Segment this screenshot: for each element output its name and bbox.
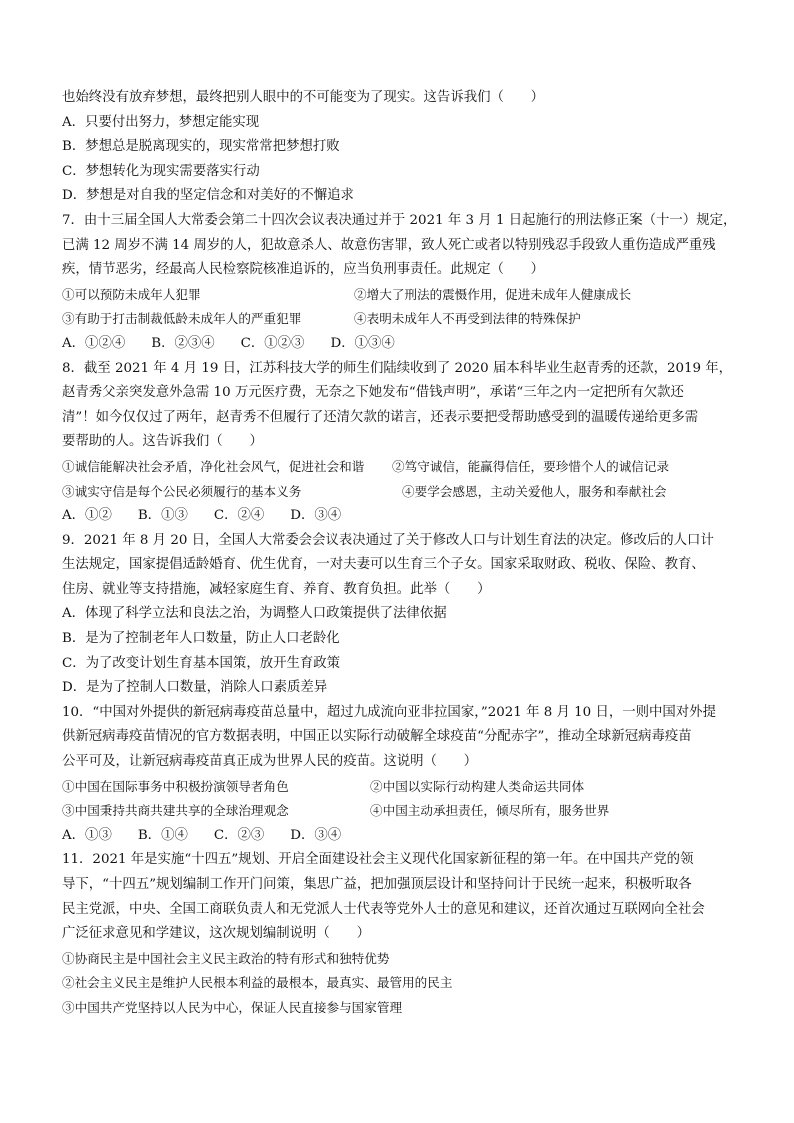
question-8-option-1: ①诚信能解决社会矛盾，净化社会风气，促进社会和谐 bbox=[62, 458, 365, 474]
question-6-choice-a: A．只要付出努力，梦想定能实现 bbox=[62, 114, 260, 130]
question-8-answer-b: B．①③ bbox=[137, 508, 188, 524]
question-8-stem-line: 赵青秀父亲突发意外急需 10 万元医疗费，无奈之下她发布“借钱声明”，承诺“三年之内一定把所有欠款还 bbox=[62, 385, 684, 401]
question-7-option-1: ①可以预防未成年人犯罪 bbox=[62, 286, 201, 302]
question-9-stem-line: 住房、就业等支持措施，减轻家庭生育、养育、教育负担。此举（ ） bbox=[62, 581, 491, 597]
question-6-choice-c: C．梦想转化为现实需要落实行动 bbox=[62, 163, 260, 179]
question-10-stem-line: 10．“中国对外提供的新冠病毒疫苗总量中，超过九成流向亚非拉国家，”2021 年 8 月 10 日，一则中国对外提 bbox=[62, 704, 716, 720]
question-8-options-row bbox=[62, 480, 742, 505]
question-11-stem-line: 广泛征求意见和学建议，这次规划编制说明（ ） bbox=[62, 926, 370, 942]
question-8-stem-line: 要帮助的人。这告诉我们（ ） bbox=[62, 434, 263, 450]
question-11-item-1: ①协商民主是中国社会主义民主政治的特有形式和独特优势 bbox=[62, 950, 390, 966]
question-9-choice-a: A．体现了科学立法和良法之治，为调整人口政策提供了法律依据 bbox=[62, 606, 447, 622]
question-7-answer-d: D．①③④ bbox=[330, 335, 395, 351]
question-7-answer-c: C．①②③ bbox=[240, 335, 305, 351]
question-6-stem-end: 也始终没有放弃梦想，最终把别人眼中的不可能变为了现实。这告诉我们（ ） bbox=[62, 90, 545, 105]
question-10-answer-b: B．①④ bbox=[137, 827, 188, 843]
question-9-stem-line: 9．2021 年 8 月 20 日，全国人大常委会会议表决通过了关于修改人口与计划生育法的决定。修改后的人口计 bbox=[62, 532, 714, 548]
question-7-option-4: ④表明未成年人不再受到法律的特殊保护 bbox=[354, 311, 581, 327]
question-10-answer-d: D．③④ bbox=[290, 827, 342, 843]
question-8-stem-line: 8．截至 2021 年 4 月 19 日，江苏科技大学的师生们陆续收到了 2020 届本科毕业生赵青秀的还款，2019 年， bbox=[62, 360, 733, 376]
question-10 bbox=[62, 701, 742, 849]
question-9-stem-line: 生法规定，国家提倡适龄婚育、优生优育，一对夫妻可以生育三个子女。国家采取财政、税收、保险、教育、 bbox=[62, 557, 705, 573]
question-7-option-3: ③有助于打击制裁低龄未成年人的严重犯罪 bbox=[62, 311, 302, 327]
question-8-answer-d: D．③④ bbox=[290, 508, 342, 524]
question-6-choice-b: B．梦想总是脱离现实的，现实常常把梦想打败 bbox=[62, 139, 340, 155]
question-7-option-2: ②增大了刑法的震慑作用，促进未成年人健康成长 bbox=[354, 286, 632, 302]
question-8-option-3: ③诚实守信是每个公民必须履行的基本义务 bbox=[62, 483, 302, 499]
question-7-answers bbox=[62, 332, 742, 357]
exam-page bbox=[62, 86, 742, 1021]
question-11 bbox=[62, 848, 742, 1020]
question-11-item-2: ②社会主义民主是维护人民根本利益的最根本，最真实、最管用的民主 bbox=[62, 975, 453, 991]
question-7-answer-b: B．②③④ bbox=[151, 335, 215, 351]
question-7-options-row bbox=[62, 283, 742, 308]
question-10-option-2: ②中国以实际行动构建人类命运共同体 bbox=[370, 778, 585, 794]
question-8 bbox=[62, 357, 742, 529]
question-7-stem-line: 已满 12 周岁不满 14 周岁的人，犯故意杀人、故意伤害罪，致人死亡或者以特别残忍手段致人重伤造成严重残 bbox=[62, 237, 716, 253]
question-9-choice-d: D．是为了控制人口数量，消除人口素质差异 bbox=[62, 680, 328, 696]
question-8-options-row bbox=[62, 455, 742, 480]
question-7 bbox=[62, 209, 742, 357]
question-9-choice-b: B．是为了控制老年人口数量，防止人口老龄化 bbox=[62, 631, 340, 647]
question-11-item-3: ③中国共产党坚持以人民为中心，保证人民直接参与国家管理 bbox=[62, 999, 403, 1015]
question-10-answers bbox=[62, 824, 742, 849]
question-10-stem-line: 公平可及，让新冠病毒疫苗真正成为世界人民的疫苗。这说明（ ） bbox=[62, 754, 478, 770]
question-7-stem-line: 疾，情节恶劣，经最高人民检察院核准追诉的，应当负刑事责任。此规定（ ） bbox=[62, 262, 545, 278]
question-10-option-4: ④中国主动承担责任，倾尽所有，服务世界 bbox=[370, 803, 610, 819]
question-10-options-row bbox=[62, 775, 742, 800]
question-10-options-row bbox=[62, 799, 742, 824]
question-8-stem-line: 清”！如今仅仅过了两年，赵青秀不但履行了还清欠款的诺言，还表示要把受帮助感受到的温暖传递给更多需 bbox=[62, 409, 699, 425]
question-11-stem-line: 民主党派，中央、全国工商联负责人和无党派人士代表等党外人士的意见和建议，还首次通过互联网向全社会 bbox=[62, 901, 705, 917]
question-7-answer-a: A．①②④ bbox=[62, 335, 126, 351]
question-10-option-1: ①中国在国际事务中积极扮演领导者角色 bbox=[62, 778, 289, 794]
question-7-options-row bbox=[62, 307, 742, 332]
question-8-answer-c: C．②④ bbox=[213, 508, 265, 524]
question-7-stem-line: 7．由十三届全国人大常委会第二十四次会议表决通过并于 2021 年 3 月 1 日起施行的刑法修正案（十一）规定， bbox=[62, 212, 737, 228]
question-6-continued bbox=[62, 86, 742, 209]
question-11-stem-line: 导下，“十四五”规划编制工作开门问策，集思广益，把加强顶层设计和坚持问计于民统一起来，积极听取各 bbox=[62, 877, 692, 892]
question-9-choice-c: C．为了改变计划生育基本国策，放开生育政策 bbox=[62, 655, 341, 671]
question-8-answers bbox=[62, 504, 742, 529]
question-6-choice-d: D．梦想是对自我的坚定信念和对美好的不懈追求 bbox=[62, 188, 354, 204]
question-11-stem-line: 11．2021 年是实施“十四五”规划、开启全面建设社会主义现代化国家新征程的第一年。在中国共产党的领 bbox=[62, 852, 694, 868]
question-9 bbox=[62, 529, 742, 701]
question-10-answer-c: C．②③ bbox=[213, 827, 265, 843]
question-8-option-4: ④要学会感恩，主动关爱他人，服务和奉献社会 bbox=[402, 483, 667, 499]
question-10-stem-line: 供新冠病毒疫苗情况的官方数据表明，中国正以实际行动破解全球疫苗“分配赤字”，推动全球新冠病毒疫苗 bbox=[62, 729, 692, 745]
question-8-option-2: ②笃守诚信，能赢得信任，要珍惜个人的诚信记录 bbox=[392, 458, 670, 474]
question-10-option-3: ③中国秉持共商共建共享的全球治理观念 bbox=[62, 803, 289, 819]
question-10-answer-a: A．①③ bbox=[62, 827, 112, 843]
question-8-answer-a: A．①② bbox=[62, 508, 112, 524]
